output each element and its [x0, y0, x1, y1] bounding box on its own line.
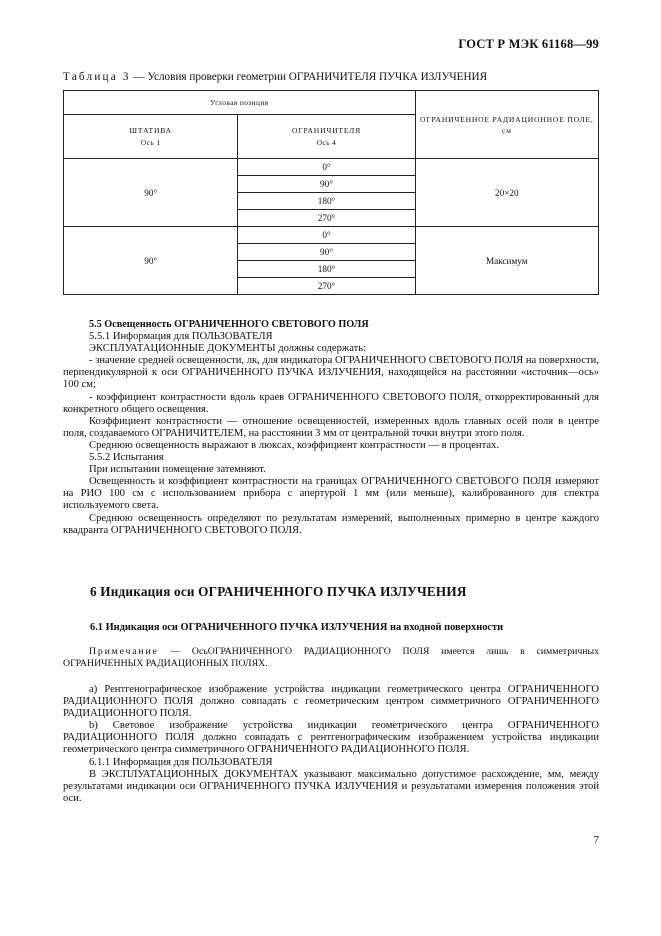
field-size: Максимум [415, 227, 598, 295]
paragraph: а) Рентгенографическое изображение устройства индикации геометрического центра ОГРАНИЧЕННОГО РАДИАЦИОННОГО ПОЛЯ должно совпадать с геометрическим центром симметричного ОГРАНИЧЕННОГО РАДИАЦИОННОГО ПОЛЯ. [63, 684, 599, 720]
table-caption [63, 71, 487, 83]
limiter-angle: 90° [238, 176, 415, 193]
table-caption-text: — Условия проверки геометрии ОГРАНИЧИТЕЛЯ ПУЧКА ИЗЛУЧЕНИЯ [130, 71, 488, 83]
field-size: 20×20 [415, 159, 598, 227]
limiter-angle: 270° [238, 278, 415, 295]
table-caption-prefix: Таблица 3 [63, 71, 131, 83]
page-number: 7 [593, 834, 599, 846]
geometry-table [63, 90, 599, 295]
stand-angle: 90° [64, 159, 238, 227]
section-5-5 [63, 319, 599, 537]
note-text: — ОсьОГРАНИЧЕННОГО РАДИАЦИОННОГО ПОЛЯ имеется лишь в симметричных ОГРАНИЧЕННЫХ РАДИАЦИОННЫХ ПОЛЯХ. [63, 646, 599, 669]
col-field-header: ОГРАНИЧЕННОЕ РАДИАЦИОННОЕ ПОЛЕ, см [415, 91, 598, 159]
note-paragraph [63, 646, 599, 670]
paragraph: - значение средней освещенности, лк, для индикатора ОГРАНИЧЕННОГО СВЕТОВОГО ПОЛЯ на поверхности, перпендикулярной к оси ОГРАНИЧЕННОГО ПУЧКА ИЗЛУЧЕНИЯ, находящейся на расстоянии «источник—ось» 100 см; [63, 355, 599, 391]
note [63, 646, 599, 670]
section-6-1-body [63, 684, 599, 805]
paragraph: Среднюю освещенность определяют по результатам измерений, выполненных примерно в центре каждого квадранта ОГРАНИЧЕННОГО СВЕТОВОГО ПОЛЯ. [63, 512, 599, 536]
section-5-5-title: 5.5 Освещенность ОГРАНИЧЕННОГО СВЕТОВОГО ПОЛЯ [89, 319, 369, 330]
paragraph: В ЭКСПЛУАТАЦИОННЫХ ДОКУМЕНТАХ указывают максимально допустимое расхождение, мм, между результатами индикации оси ОГРАНИЧЕННОГО ПУЧКА ИЗЛУЧЕНИЯ и результатами измерения положения этой оси. [63, 768, 599, 804]
paragraph: Коэффициент контрастности — отношение освещенностей, измеренных вдоль главных осей поля в центре поля, создаваемого ОГРАНИЧИТЕЛЕМ, на расстоянии 3 мм от центральной точки внутри этого поля. [63, 415, 599, 439]
col-limiter-header [238, 115, 415, 159]
paragraph: b) Световое изображение устройства индикации геометрического центра ОГРАНИЧЕННОГО РАДИАЦИОННОГО ПОЛЯ должно совпадать с рентгенографическим изображением устройства индикации геометрического центра симметричного ОГРАНИЧЕННОГО РАДИАЦИОННОГО ПОЛЯ. [63, 720, 599, 756]
limiter-angle: 180° [238, 261, 415, 278]
stand-angle: 90° [64, 227, 238, 295]
col-stand-axis: Ось 1 [140, 137, 161, 147]
col-group-header: Угловая позиция [64, 91, 416, 115]
limiter-angle: 90° [238, 244, 415, 261]
col-stand-header [64, 115, 238, 159]
standard-header: ГОСТ Р МЭК 61168—99 [458, 37, 599, 51]
col-stand-title: ШТАТИВА [129, 125, 172, 135]
section-6-title: 6 Индикация оси ОГРАНИЧЕННОГО ПУЧКА ИЗЛУЧЕНИЯ [90, 584, 467, 599]
limiter-angle: 0° [238, 227, 415, 244]
section-5-5-1-heading: 5.5.1 Информация для ПОЛЬЗОВАТЕЛЯ [89, 331, 273, 343]
col-limiter-title: ОГРАНИЧИТЕЛЯ [291, 125, 361, 135]
section-5-5-2-heading: 5.5.2 Испытания [89, 452, 164, 464]
paragraph: Среднюю освещенность выражают в люксах, коэффициент контрастности — в процентах. [89, 439, 499, 451]
paragraph: Освещенность и коэффициент контрастности на границах ОГРАНИЧЕННОГО СВЕТОВОГО ПОЛЯ измеряют на РИО 100 см с использованием прибора с апертурой 1 мм (или меньше), калиброванного для спектра используемого света. [63, 476, 599, 512]
note-label: Примечание [89, 646, 159, 657]
limiter-angle: 270° [238, 210, 415, 227]
section-6-1-title: 6.1 Индикация оси ОГРАНИЧЕННОГО ПУЧКА ИЗЛУЧЕНИЯ на входной поверхности [90, 622, 504, 633]
limiter-angle: 180° [238, 193, 415, 210]
paragraph: При испытании помещение затемняют. [89, 464, 266, 476]
col-limiter-axis: Ось 4 [316, 137, 337, 147]
paragraph: - коэффициент контрастности вдоль краев ОГРАНИЧЕННОГО СВЕТОВОГО ПОЛЯ, откорректированный для конкретного общего освещения. [63, 391, 599, 415]
paragraph: ЭКСПЛУАТАЦИОННЫЕ ДОКУМЕНТЫ должны содержать: [89, 343, 367, 355]
limiter-angle: 0° [238, 159, 415, 176]
section-6-1-1-heading: 6.1.1 Информация для ПОЛЬЗОВАТЕЛЯ [89, 756, 273, 768]
